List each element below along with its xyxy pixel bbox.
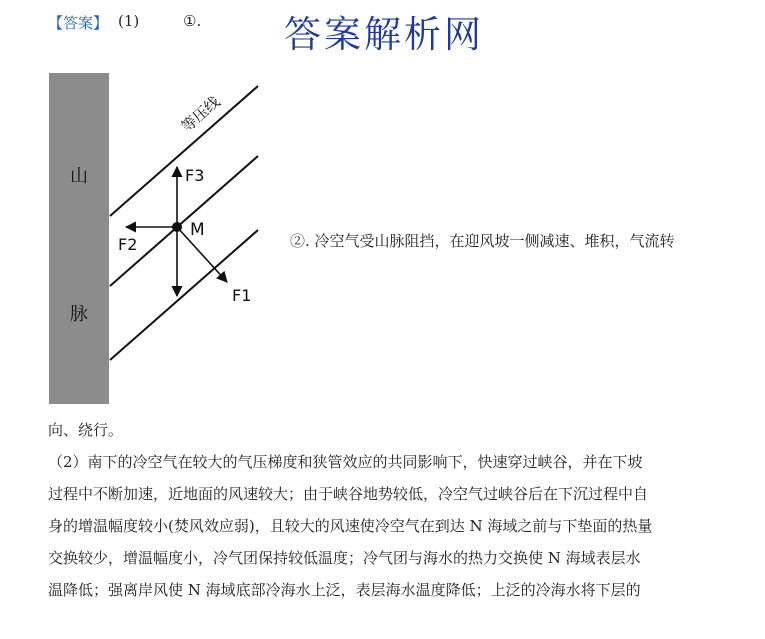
mountain-top-label: 山 xyxy=(70,166,88,187)
mountain-bottom-label: 脉 xyxy=(70,304,88,325)
point-m xyxy=(172,222,182,232)
point-m-label: M xyxy=(190,220,205,240)
part-label: (1) xyxy=(118,12,140,30)
body-line: 向、绕行。 xyxy=(48,421,124,439)
body-line: 过程中不断加速，近地面的风速较大；由于峡谷地势较低，冷空气过峡谷后在下沉过程中自 xyxy=(48,485,649,503)
body-line: 交换较少，增温幅度小，冷气团保持较低温度；冷气团与海水的热力交换使 N 海域表层水 xyxy=(48,549,641,567)
answer-tag: 【答案】 xyxy=(48,14,109,32)
answer-part-2-text: ②. 冷空气受山脉阻挡，在迎风坡一侧减速、堆积，气流转 xyxy=(290,232,675,250)
body-line: 身的增温幅度较小(焚风效应弱)，且较大的风速使冷空气在到达 N 海域之前与下垫面的热量 xyxy=(48,517,653,535)
isobar-label: 等压线 xyxy=(177,92,224,136)
mountain-range xyxy=(49,73,109,404)
isobar-line-1 xyxy=(110,86,258,216)
force-f1-label: F1 xyxy=(232,286,252,305)
body-line: 温降低；强离岸风使 N 海域底部冷海水上泛，表层海水温度降低；上泛的冷海水将下层的 xyxy=(48,581,641,599)
force-f2-label: F2 xyxy=(118,235,138,254)
isobar-line-2 xyxy=(110,156,258,286)
body-line: （2）南下的冷空气在较大的气压梯度和狭管效应的共同影响下，快速穿过峡谷，并在下坡 xyxy=(48,453,643,471)
sub-label: ①. xyxy=(183,12,202,30)
force-f3-label: F3 xyxy=(185,166,205,185)
isobar-force-diagram xyxy=(46,70,276,406)
watermark-text: 答案解析网 xyxy=(284,13,484,56)
